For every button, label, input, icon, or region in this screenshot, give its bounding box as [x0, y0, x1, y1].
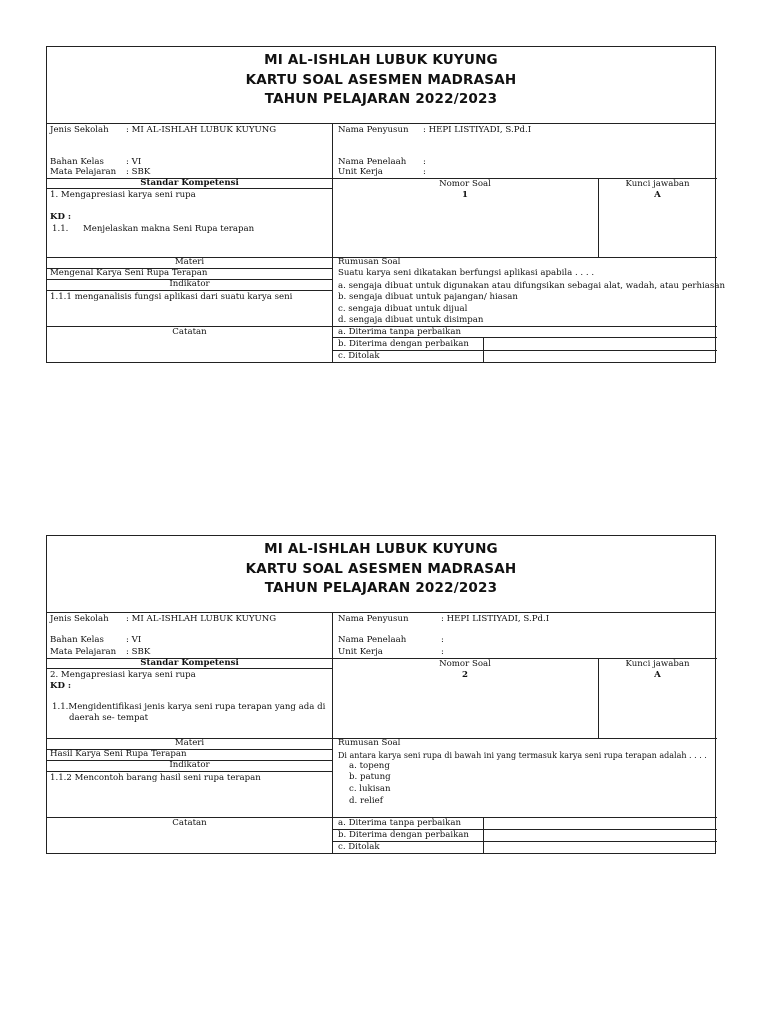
card-title: KARTU SOAL ASESMEN MADRASAH — [245, 71, 517, 88]
kunci-jawaban-label: Kunci jawaban — [625, 179, 690, 189]
standar-kompetensi-label: Standar Kompetensi — [140, 178, 239, 188]
indikator-value: 1.1.2 Mencontoh barang hasil seni rupa terapan — [50, 773, 261, 783]
standar-kompetensi-value: 2. Mengapresiasi karya seni rupa — [50, 670, 196, 680]
jenis-sekolah-label: Jenis Sekolah — [50, 614, 109, 624]
materi-label: Materi — [174, 257, 205, 267]
indikator-value: 1.1.1 menganalisis fungsi aplikasi dari suatu karya seni — [50, 292, 293, 302]
kd-label: KD : — [50, 681, 72, 691]
status-ditolak: c. Ditolak — [338, 351, 380, 361]
mata-pelajaran-value: : SBK — [126, 167, 151, 177]
bahan-kelas-value: : VI — [126, 635, 142, 645]
kd-line-1: 1.1.Mengidentifikasi jenis karya seni rupa terapan yang ada di — [52, 702, 326, 712]
materi-value: Hasil Karya Seni Rupa Terapan — [50, 749, 187, 759]
jenis-sekolah-value: : MI AL-ISHLAH LUBUK KUYUNG — [126, 614, 277, 624]
question-card-1 — [46, 46, 725, 363]
kunci-jawaban-label: Kunci jawaban — [625, 659, 690, 669]
nama-penelaah-label: Nama Penelaah — [338, 635, 407, 645]
nomor-soal-label: Nomor Soal — [439, 179, 491, 189]
nama-penyusun-label: Nama Penyusun — [338, 125, 409, 135]
catatan-label: Catatan — [172, 327, 207, 337]
nomor-soal-value: 2 — [462, 670, 468, 680]
option-b: b. patung — [349, 772, 391, 782]
rumusan-soal-label: Rumusan Soal — [338, 738, 401, 748]
jenis-sekolah-label: Jenis Sekolah — [50, 125, 109, 135]
option-a: a. topeng — [349, 761, 390, 771]
indikator-label: Indikator — [169, 760, 210, 770]
school-name: MI AL-ISHLAH LUBUK KUYUNG — [264, 52, 498, 68]
status-diterima-dengan-perbaikan: b. Diterima dengan perbaikan — [338, 830, 469, 840]
question-card-2 — [46, 535, 716, 854]
mata-pelajaran-value: : SBK — [126, 647, 151, 657]
materi-label: Materi — [174, 738, 205, 748]
question-text: Suatu karya seni dikatakan berfungsi aplikasi apabila . . . . — [338, 268, 595, 278]
status-diterima-tanpa-perbaikan: a. Diterima tanpa perbaikan — [338, 327, 462, 337]
card-header — [47, 536, 715, 613]
kd-line-2: daerah se- tempat — [69, 713, 149, 723]
mata-pelajaran-label: Mata Pelajaran — [50, 647, 117, 657]
option-d: d. sengaja dibuat untuk disimpan — [338, 315, 484, 325]
catatan-label: Catatan — [172, 818, 207, 828]
option-c: c. sengaja dibuat untuk dijual — [338, 304, 468, 314]
unit-kerja-label: Unit Kerja — [338, 167, 383, 177]
status-ditolak: c. Ditolak — [338, 842, 380, 852]
nama-penyusun-value: : HEPI LISTIYADI, S.Pd.I — [423, 125, 532, 135]
card-grid — [47, 124, 725, 363]
jenis-sekolah-value: : MI AL-ISHLAH LUBUK KUYUNG — [126, 125, 277, 135]
option-c: c. lukisan — [349, 784, 391, 794]
status-diterima-tanpa-perbaikan: a. Diterima tanpa perbaikan — [338, 818, 462, 828]
nomor-soal-value: 1 — [462, 190, 468, 200]
unit-kerja-value: : — [423, 167, 426, 177]
card-grid — [47, 613, 715, 854]
mata-pelajaran-label: Mata Pelajaran — [50, 167, 117, 177]
bahan-kelas-label: Bahan Kelas — [50, 157, 104, 167]
materi-value: Mengenal Karya Seni Rupa Terapan — [50, 268, 208, 278]
bahan-kelas-label: Bahan Kelas — [50, 635, 104, 645]
option-d: d. relief — [349, 796, 383, 806]
unit-kerja-label: Unit Kerja — [338, 647, 383, 657]
nama-penyusun-label: Nama Penyusun — [338, 614, 409, 624]
indikator-label: Indikator — [169, 279, 210, 289]
standar-kompetensi-label: Standar Kompetensi — [140, 658, 239, 668]
kd-number: 1.1. — [52, 224, 69, 234]
unit-kerja-value: : — [441, 647, 444, 657]
nama-penelaah-value: : — [423, 157, 426, 167]
academic-year: TAHUN PELAJARAN 2022/2023 — [264, 91, 498, 107]
standar-kompetensi-value: 1. Mengapresiasi karya seni rupa — [50, 190, 196, 200]
kunci-jawaban-value: A — [654, 670, 661, 680]
card-title: KARTU SOAL ASESMEN MADRASAH — [245, 560, 517, 577]
question-text: Di antara karya seni rupa di bawah ini yang termasuk karya seni rupa terapan adalah . . . . — [338, 751, 707, 760]
kd-label: KD : — [50, 212, 72, 222]
option-b: b. sengaja dibuat untuk pajangan/ hiasan — [338, 292, 518, 302]
school-name: MI AL-ISHLAH LUBUK KUYUNG — [264, 541, 498, 557]
nama-penelaah-value: : — [441, 635, 444, 645]
academic-year: TAHUN PELAJARAN 2022/2023 — [264, 580, 498, 596]
status-diterima-dengan-perbaikan: b. Diterima dengan perbaikan — [338, 339, 469, 349]
bahan-kelas-value: : VI — [126, 157, 142, 167]
nama-penelaah-label: Nama Penelaah — [338, 157, 407, 167]
rumusan-soal-label: Rumusan Soal — [338, 257, 401, 267]
option-a: a. sengaja dibuat untuk digunakan atau difungsikan sebagai alat, wadah, atau perhiasan — [338, 281, 725, 291]
kunci-jawaban-value: A — [654, 190, 661, 200]
card-header — [47, 47, 715, 124]
nama-penyusun-value: : HEPI LISTIYADI, S.Pd.I — [441, 614, 550, 624]
nomor-soal-label: Nomor Soal — [439, 659, 491, 669]
kd-text: Menjelaskan makna Seni Rupa terapan — [83, 224, 255, 234]
